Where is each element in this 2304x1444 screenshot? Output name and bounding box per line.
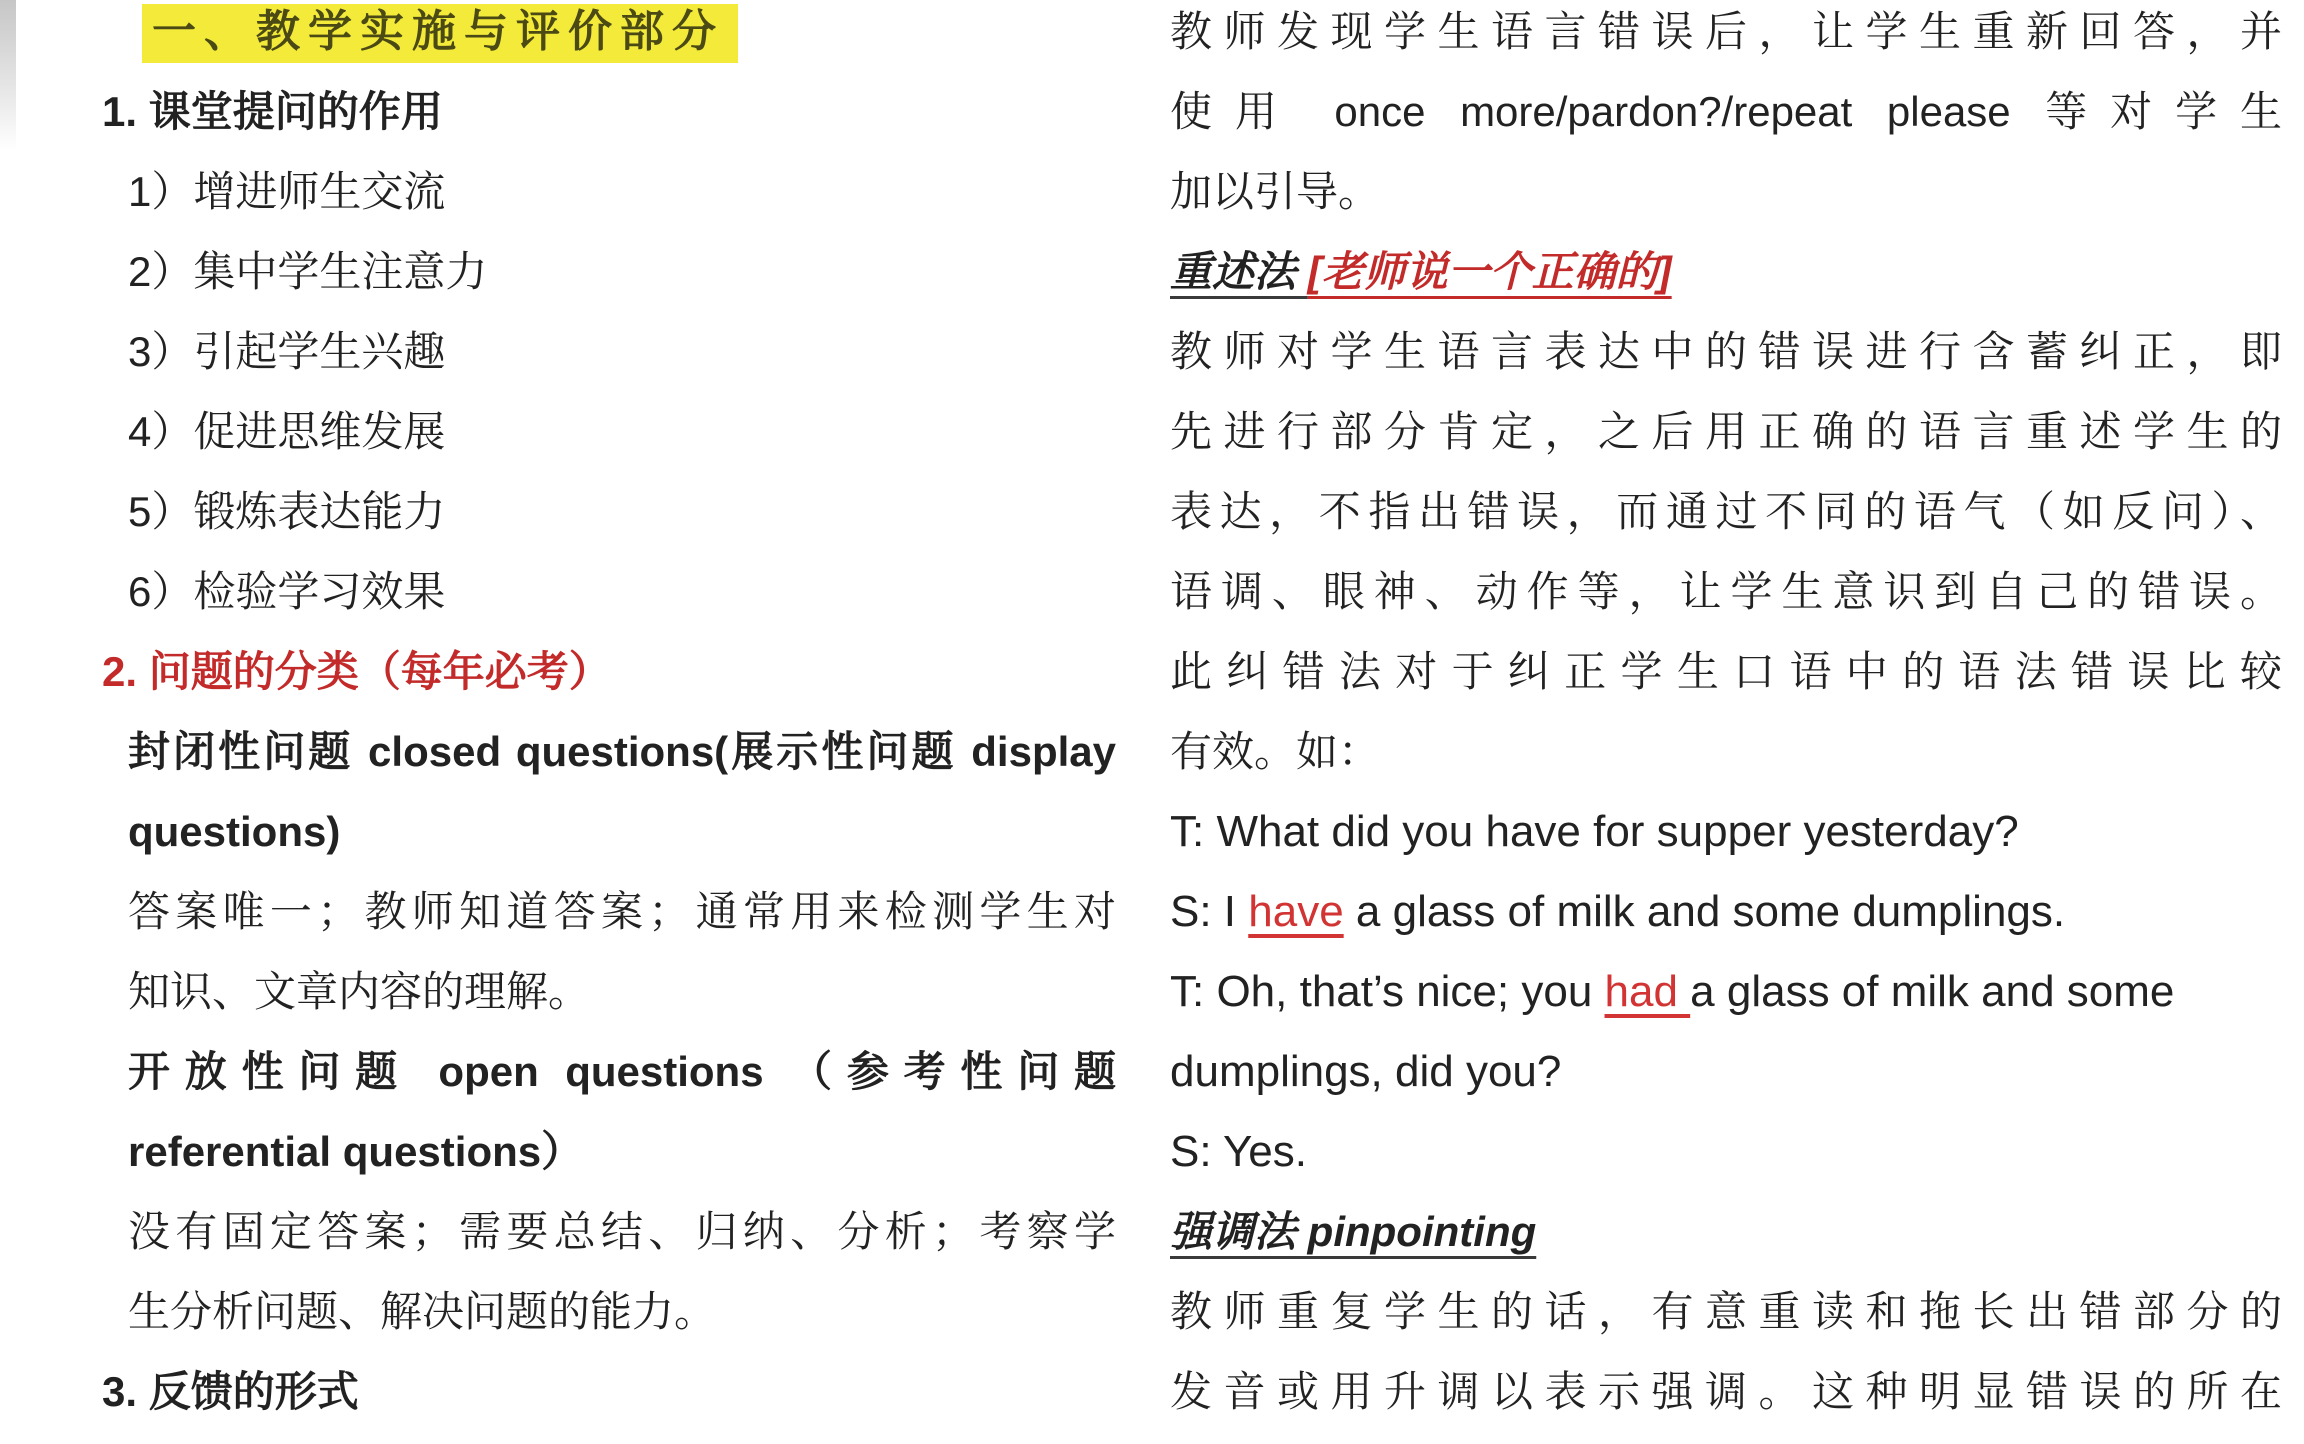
heading-question-functions: 1. 课堂提问的作用	[102, 88, 443, 135]
closed-questions-line: 封闭性问题 closed questions(展示性问题 display	[128, 728, 1116, 775]
paragraph-line: 语调、眼神、动作等，让学生意识到自己的错误。	[1170, 568, 2282, 615]
restatement-note: [老师说一个正确的]	[1307, 248, 1672, 295]
dialogue-text: a glass of milk and some	[1690, 967, 2175, 1016]
restatement-label: 重述法	[1170, 248, 1308, 295]
dialogue-teacher-line: dumplings, did you?	[1170, 1047, 1562, 1096]
paragraph-line: 表达，不指出错误，而通过不同的语气（如反问）、	[1170, 488, 2282, 535]
scan-edge-artifact	[0, 0, 16, 150]
pinpointing-label: 强调法 pinpointing	[1170, 1208, 1537, 1255]
dialogue-teacher-line	[1170, 952, 2282, 1032]
paragraph-line: 有效。如：	[1170, 728, 1381, 775]
dialogue-text: T: Oh, that’s nice; you	[1170, 967, 1605, 1016]
dialogue-student-line: S: Yes.	[1170, 1127, 1308, 1176]
open-questions-description: 生分析问题、解决问题的能力。	[128, 1288, 717, 1335]
dialogue-text: a glass of milk and some dumplings.	[1343, 887, 2066, 936]
closed-questions-description: 答案唯一；教师知道答案；通常用来检测学生对	[128, 888, 1116, 935]
list-item: 6）检验学习效果	[128, 568, 446, 615]
left-column	[102, 0, 1116, 1432]
correction-word-had: had	[1604, 967, 1691, 1016]
paragraph-line: 此纠错法对于纠正学生口语中的语法错误比较	[1170, 648, 2282, 695]
paragraph-line: 使用 once more/pardon?/repeat please 等对学生	[1170, 88, 2282, 135]
list-item: 5）锻炼表达能力	[128, 488, 446, 535]
dialogue-text: S: I	[1170, 887, 1249, 936]
paragraph-line: 教师重复学生的话，有意重读和拖长出错部分的	[1170, 1288, 2282, 1335]
heading-feedback-forms: 3. 反馈的形式	[102, 1368, 359, 1415]
closed-questions-description: 知识、文章内容的理解。	[128, 968, 591, 1015]
closed-questions-line: questions)	[128, 808, 341, 855]
heading-pinpointing-method	[1170, 1192, 2282, 1272]
paragraph-line: 教师发现学生语言错误后，让学生重新回答，并	[1170, 8, 2282, 55]
paragraph-line: 先进行部分肯定，之后用正确的语言重述学生的	[1170, 408, 2282, 455]
section-title-line	[128, 0, 1116, 72]
dialogue-student-line	[1170, 872, 2282, 952]
paragraph-line: 加以引导。	[1170, 168, 1381, 215]
right-column	[1170, 0, 2282, 1432]
open-questions-line: referential questions）	[128, 1128, 584, 1175]
open-questions-line: 开放性问题 open questions （参考性问题	[128, 1048, 1116, 1095]
list-item: 3）引起学生兴趣	[128, 328, 446, 375]
heading-question-types: 2. 问题的分类（每年必考）	[102, 648, 611, 695]
list-item: 2）集中学生注意力	[128, 248, 488, 295]
paragraph-line: 发音或用升调以表示强调。这种明显错误的所在	[1170, 1368, 2282, 1415]
list-item: 4）促进思维发展	[128, 408, 446, 455]
open-questions-description: 没有固定答案；需要总结、归纳、分析；考察学	[128, 1208, 1116, 1255]
list-item: 1）增进师生交流	[128, 168, 446, 215]
error-word-have: have	[1248, 887, 1344, 936]
highlighted-section-title: 一、教学实施与评价部分	[142, 4, 738, 63]
heading-restatement-method	[1170, 232, 2282, 312]
paragraph-line: 教师对学生语言表达中的错误进行含蓄纠正，即	[1170, 328, 2282, 375]
dialogue-teacher-line: T: What did you have for supper yesterday?	[1170, 807, 2019, 856]
